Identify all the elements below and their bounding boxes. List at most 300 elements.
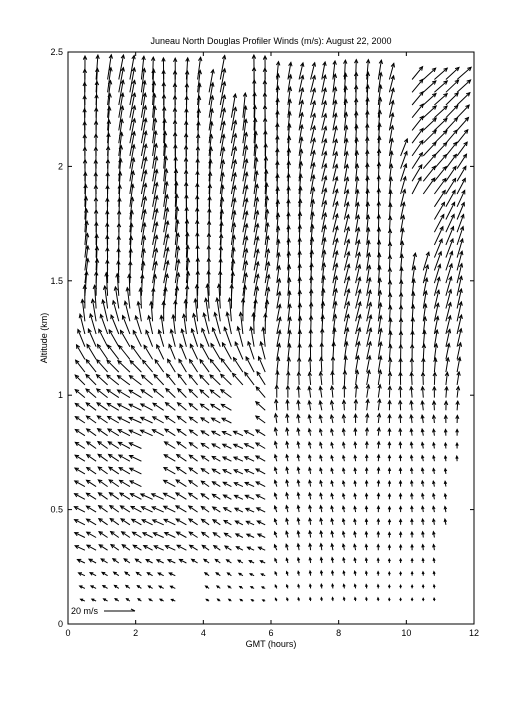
wind-arrow bbox=[86, 360, 96, 373]
wind-arrow bbox=[275, 385, 279, 397]
wind-arrow bbox=[399, 415, 402, 423]
wind-arrow bbox=[309, 518, 312, 525]
wind-arrow bbox=[377, 572, 379, 576]
wind-arrow bbox=[433, 456, 435, 461]
wind-arrow bbox=[110, 506, 119, 512]
wind-arrow bbox=[286, 455, 289, 462]
wind-arrow bbox=[212, 457, 220, 462]
wind-arrow bbox=[257, 508, 266, 512]
wind-arrow bbox=[87, 442, 96, 449]
wind-arrow bbox=[256, 482, 265, 487]
wind-arrow bbox=[189, 417, 197, 423]
wind-arrow bbox=[354, 598, 356, 602]
wind-arrow bbox=[309, 480, 312, 486]
wind-arrow bbox=[109, 330, 119, 347]
wind-arrow bbox=[75, 520, 85, 525]
wind-arrow bbox=[98, 429, 108, 436]
wind-arrow bbox=[240, 599, 243, 601]
wind-arrow bbox=[224, 533, 231, 537]
wind-arrow bbox=[86, 493, 96, 499]
wind-arrow bbox=[446, 93, 458, 105]
wind-arrow bbox=[126, 599, 129, 602]
wind-arrow bbox=[399, 345, 403, 360]
wind-arrow bbox=[276, 357, 279, 372]
wind-arrow bbox=[107, 390, 119, 398]
wind-arrow bbox=[354, 571, 356, 576]
wind-arrow bbox=[433, 558, 435, 563]
wind-arrow bbox=[399, 429, 402, 436]
wind-arrow bbox=[176, 480, 186, 487]
wind-arrow bbox=[276, 371, 280, 385]
wind-arrow bbox=[421, 373, 424, 385]
wind-arrow bbox=[399, 507, 402, 513]
wind-arrow bbox=[286, 558, 288, 563]
wind-arrow bbox=[332, 584, 334, 588]
wind-arrow bbox=[457, 80, 471, 92]
wind-arrow bbox=[399, 386, 403, 397]
wind-arrow bbox=[421, 468, 424, 474]
wind-arrow bbox=[308, 415, 311, 423]
wind-arrow bbox=[274, 455, 277, 462]
wind-arrow bbox=[130, 494, 141, 500]
wind-arrow bbox=[274, 480, 277, 486]
wind-arrow bbox=[388, 401, 391, 411]
wind-arrow bbox=[120, 493, 130, 499]
wind-arrow bbox=[411, 598, 413, 601]
wind-arrow bbox=[367, 370, 371, 385]
wind-arrow bbox=[433, 469, 436, 474]
wind-arrow bbox=[120, 480, 130, 486]
wind-arrow bbox=[153, 403, 164, 410]
wind-arrow bbox=[141, 494, 153, 499]
wind-arrow bbox=[286, 493, 289, 500]
wind-arrow bbox=[286, 480, 289, 487]
wind-arrow bbox=[343, 456, 346, 462]
wind-arrow bbox=[354, 558, 356, 563]
wind-arrow bbox=[223, 444, 232, 448]
wind-arrow bbox=[399, 519, 402, 524]
wind-arrow bbox=[444, 456, 446, 461]
wind-arrow bbox=[365, 519, 368, 525]
wind-arrow bbox=[423, 178, 434, 194]
wind-arrow bbox=[246, 357, 254, 372]
wind-arrow bbox=[214, 546, 221, 551]
wind-arrow bbox=[297, 531, 300, 538]
wind-arrow bbox=[433, 545, 436, 551]
wind-arrow bbox=[309, 571, 311, 576]
wind-arrow bbox=[235, 508, 243, 512]
wind-arrow bbox=[410, 415, 413, 423]
wind-arrow bbox=[215, 559, 220, 563]
wind-arrow bbox=[159, 586, 164, 588]
wind-arrow bbox=[308, 442, 311, 448]
wind-arrow bbox=[343, 386, 347, 398]
wind-arrow bbox=[444, 519, 447, 525]
wind-arrow bbox=[87, 532, 96, 537]
wind-arrow bbox=[354, 584, 356, 588]
wind-arrow bbox=[155, 360, 164, 372]
wind-arrow bbox=[202, 519, 210, 525]
wind-arrow bbox=[222, 418, 231, 423]
wind-arrow bbox=[132, 519, 142, 525]
wind-arrow bbox=[423, 142, 436, 156]
wind-arrow bbox=[76, 360, 85, 372]
wind-arrow bbox=[366, 585, 368, 589]
wind-arrow bbox=[377, 598, 379, 601]
wind-arrow bbox=[87, 429, 97, 436]
wind-arrow bbox=[354, 468, 357, 474]
wind-arrow bbox=[189, 375, 198, 385]
wind-arrow bbox=[378, 399, 382, 410]
wind-arrow bbox=[354, 442, 357, 448]
wind-arrow bbox=[354, 506, 357, 512]
wind-arrow bbox=[129, 376, 141, 385]
wind-arrow bbox=[212, 444, 220, 449]
wind-arrow bbox=[298, 598, 300, 601]
wind-arrow bbox=[342, 494, 345, 500]
wind-arrow bbox=[114, 585, 118, 588]
wind-arrow bbox=[331, 443, 334, 449]
wind-arrow bbox=[164, 506, 176, 512]
wind-arrow bbox=[177, 545, 186, 550]
wind-arrow bbox=[321, 598, 323, 602]
wind-arrow bbox=[233, 373, 243, 385]
wind-arrow bbox=[411, 545, 414, 550]
wind-arrow bbox=[388, 481, 391, 487]
wind-arrow bbox=[354, 428, 357, 435]
wind-arrow bbox=[201, 344, 209, 359]
wind-arrow bbox=[457, 118, 468, 131]
wind-arrow bbox=[169, 573, 175, 576]
wind-arrow bbox=[109, 467, 119, 474]
wind-arrow bbox=[97, 389, 108, 398]
wind-arrow bbox=[366, 385, 370, 398]
wind-arrow bbox=[411, 532, 414, 538]
wind-arrow bbox=[399, 372, 403, 385]
x-tick-label: 0 bbox=[65, 628, 71, 638]
wind-arrow bbox=[433, 387, 437, 398]
wind-arrow bbox=[342, 442, 345, 448]
wind-arrow bbox=[87, 545, 96, 550]
wind-arrow bbox=[410, 345, 414, 360]
wind-arrow bbox=[445, 372, 449, 385]
wind-arrow bbox=[388, 386, 392, 397]
wind-arrow bbox=[81, 599, 85, 601]
wind-arrow bbox=[99, 532, 108, 538]
wind-arrow bbox=[158, 573, 164, 576]
wind-arrow bbox=[256, 387, 265, 398]
wind-arrow bbox=[456, 456, 458, 461]
wind-arrow bbox=[174, 58, 177, 79]
wind-arrow bbox=[421, 387, 425, 398]
wind-arrow bbox=[149, 599, 153, 601]
wind-arrow bbox=[258, 547, 265, 550]
wind-arrow bbox=[377, 506, 380, 512]
wind-arrow bbox=[166, 403, 176, 411]
wind-arrow bbox=[189, 532, 197, 538]
wind-arrow bbox=[434, 81, 447, 92]
wind-arrow bbox=[286, 531, 289, 537]
wind-arrow bbox=[309, 598, 311, 601]
wind-arrow bbox=[96, 55, 99, 79]
wind-arrow bbox=[377, 519, 380, 525]
wind-arrow bbox=[141, 404, 153, 410]
wind-arrow bbox=[320, 481, 323, 487]
wind-arrow bbox=[286, 467, 289, 474]
wind-arrow bbox=[201, 481, 209, 487]
wind-arrow bbox=[111, 545, 119, 551]
wind-arrow bbox=[75, 481, 85, 487]
wind-arrow bbox=[444, 494, 447, 499]
wind-arrow bbox=[225, 546, 232, 550]
wind-arrow bbox=[343, 558, 345, 563]
wind-arrow bbox=[434, 155, 446, 169]
wind-arrow bbox=[433, 373, 437, 385]
wind-arrow bbox=[275, 598, 277, 601]
scale-key bbox=[71, 606, 135, 616]
wind-arrow bbox=[421, 443, 424, 449]
wind-arrow bbox=[433, 429, 436, 436]
wind-arrow bbox=[248, 342, 254, 360]
wind-arrow bbox=[263, 56, 267, 80]
wind-arrow bbox=[256, 469, 265, 474]
wind-arrow bbox=[365, 455, 368, 461]
wind-arrow bbox=[308, 387, 312, 398]
wind-arrow bbox=[165, 416, 175, 423]
wind-arrow bbox=[125, 572, 130, 576]
wind-arrow bbox=[164, 455, 175, 462]
wind-arrow bbox=[98, 467, 107, 474]
wind-arrow bbox=[388, 442, 391, 448]
wind-arrow bbox=[129, 417, 141, 423]
wind-arrow bbox=[86, 389, 96, 398]
wind-arrow bbox=[141, 507, 152, 512]
wind-arrow bbox=[421, 456, 424, 462]
wind-arrow bbox=[202, 532, 209, 537]
wind-arrow bbox=[236, 547, 243, 551]
wind-arrow bbox=[377, 532, 380, 538]
wind-arrow bbox=[136, 572, 141, 575]
wind-arrow bbox=[189, 480, 198, 486]
wind-arrow bbox=[223, 470, 231, 474]
wind-arrow bbox=[331, 481, 334, 487]
wind-arrow bbox=[388, 494, 391, 499]
wind-arrow bbox=[422, 585, 424, 588]
wind-arrow bbox=[239, 573, 243, 575]
wind-arrow bbox=[179, 359, 187, 372]
wind-arrow bbox=[388, 520, 391, 525]
wind-arrow bbox=[157, 560, 164, 563]
wind-arrow bbox=[297, 480, 300, 487]
wind-arrow bbox=[445, 387, 449, 398]
wind-arrow bbox=[75, 430, 85, 436]
wind-arrow bbox=[423, 118, 436, 130]
wind-arrow bbox=[286, 585, 288, 589]
wind-arrow bbox=[377, 493, 380, 499]
wind-arrow bbox=[331, 468, 334, 474]
wind-arrow bbox=[246, 508, 254, 512]
wind-arrow bbox=[126, 585, 130, 588]
wind-arrow bbox=[320, 455, 323, 461]
wind-arrow bbox=[388, 455, 391, 461]
wind-arrow bbox=[153, 520, 164, 525]
wind-arrow bbox=[256, 456, 265, 461]
wind-arrow bbox=[308, 401, 312, 411]
wind-arrow bbox=[141, 430, 153, 436]
wind-arrow bbox=[421, 415, 424, 423]
wind-arrow bbox=[223, 482, 231, 486]
wind-arrow bbox=[411, 519, 414, 525]
wind-arrow bbox=[286, 519, 289, 525]
wind-arrow bbox=[189, 443, 197, 449]
wind-arrow bbox=[178, 374, 186, 385]
wind-arrow bbox=[319, 415, 322, 423]
wind-arrow bbox=[227, 560, 232, 563]
wind-arrow bbox=[432, 415, 435, 423]
wind-arrow bbox=[389, 345, 393, 360]
wind-arrow bbox=[411, 585, 413, 588]
wind-arrow bbox=[200, 360, 209, 373]
wind-arrow bbox=[236, 534, 243, 538]
wind-arrow bbox=[98, 442, 108, 449]
wind-arrow bbox=[152, 507, 164, 512]
wind-arrow bbox=[320, 558, 323, 563]
wind-arrow bbox=[320, 493, 323, 499]
wind-arrow bbox=[98, 480, 107, 487]
wind-arrow bbox=[444, 415, 447, 423]
wind-arrow bbox=[377, 428, 380, 436]
wind-arrow bbox=[192, 559, 198, 563]
wind-arrow bbox=[378, 370, 381, 385]
wind-arrow bbox=[135, 316, 141, 334]
y-tick-label: 0.5 bbox=[50, 504, 63, 515]
wind-arrow bbox=[275, 572, 277, 576]
wind-arrow bbox=[257, 372, 265, 385]
wind-arrow bbox=[131, 346, 141, 360]
wind-arrow bbox=[227, 573, 231, 576]
wind-arrow bbox=[423, 106, 436, 118]
wind-arrow bbox=[148, 316, 153, 334]
wind-arrow bbox=[354, 414, 358, 423]
wind-arrow bbox=[143, 360, 153, 372]
wind-arrow bbox=[355, 370, 359, 385]
wind-arrow bbox=[444, 401, 448, 410]
wind-arrow bbox=[297, 467, 300, 474]
wind-arrow bbox=[456, 401, 460, 410]
wind-arrow bbox=[213, 520, 220, 525]
wind-arrow bbox=[165, 442, 176, 449]
wind-arrow bbox=[235, 495, 243, 499]
wind-arrow bbox=[434, 131, 447, 144]
wind-arrow bbox=[154, 546, 164, 550]
wind-arrow bbox=[354, 481, 357, 487]
wind-arrow bbox=[366, 598, 368, 601]
wind-arrow bbox=[297, 544, 300, 550]
wind-arrow bbox=[108, 416, 119, 423]
x-tick-label: 6 bbox=[268, 628, 274, 638]
wind-arrow bbox=[331, 531, 334, 537]
wind-arrow bbox=[410, 401, 414, 411]
wind-arrow bbox=[399, 532, 402, 537]
wind-arrow bbox=[377, 481, 380, 487]
x-tick-label: 8 bbox=[336, 628, 342, 638]
wind-arrow bbox=[157, 345, 164, 360]
wind-arrow bbox=[410, 372, 414, 385]
wind-arrow bbox=[83, 285, 87, 308]
wind-arrow bbox=[247, 547, 254, 550]
wind-arrow bbox=[274, 493, 277, 499]
wind-arrow bbox=[354, 400, 358, 411]
wind-arrow bbox=[234, 483, 243, 487]
wind-arrow bbox=[411, 572, 413, 576]
wind-arrow bbox=[95, 259, 99, 283]
wind-arrow bbox=[235, 342, 243, 359]
wind-arrow bbox=[204, 559, 209, 563]
wind-arrow bbox=[342, 519, 345, 525]
wind-arrow bbox=[251, 600, 254, 602]
wind-arrow bbox=[422, 506, 425, 512]
wind-arrow bbox=[256, 416, 265, 423]
wind-arrow bbox=[457, 93, 470, 105]
wind-arrow bbox=[124, 559, 130, 563]
wind-arrow bbox=[153, 389, 163, 398]
wind-arrow bbox=[129, 390, 141, 397]
wind-arrow bbox=[434, 143, 446, 156]
wind-arrow bbox=[422, 344, 426, 359]
wind-arrow bbox=[109, 454, 119, 461]
wind-arrow bbox=[97, 416, 107, 423]
wind-arrow bbox=[148, 586, 152, 589]
wind-arrow bbox=[444, 469, 447, 474]
wind-arrow bbox=[297, 358, 301, 372]
wind-arrow bbox=[343, 584, 345, 588]
wind-arrow bbox=[99, 545, 107, 550]
wind-arrow bbox=[274, 468, 277, 474]
wind-arrow bbox=[331, 506, 334, 512]
wind-arrow bbox=[444, 429, 447, 435]
wind-arrow bbox=[412, 79, 423, 92]
wind-arrow bbox=[365, 428, 368, 436]
wind-arrow bbox=[171, 599, 175, 601]
x-tick-label: 10 bbox=[401, 628, 412, 638]
wind-arrow bbox=[354, 532, 357, 538]
scale-label: 20 m/s bbox=[71, 606, 99, 616]
wind-arrow bbox=[115, 599, 119, 602]
wind-arrow bbox=[221, 374, 232, 385]
wind-arrow bbox=[410, 442, 413, 448]
wind-arrow bbox=[309, 558, 312, 563]
wind-arrow bbox=[421, 481, 424, 487]
wind-arrow bbox=[154, 375, 164, 385]
wind-arrow bbox=[411, 559, 413, 563]
wind-arrow bbox=[432, 401, 435, 410]
wind-arrow bbox=[119, 346, 130, 360]
wind-arrow bbox=[275, 400, 279, 411]
wind-arrow bbox=[331, 571, 333, 576]
wind-arrow bbox=[399, 481, 402, 487]
wind-arrow bbox=[331, 456, 334, 462]
wind-arrow bbox=[274, 428, 277, 436]
wind-arrow bbox=[410, 429, 413, 436]
wind-arrow bbox=[75, 403, 85, 410]
wind-arrow bbox=[200, 375, 209, 385]
wind-arrow bbox=[189, 468, 198, 474]
wind-arrow bbox=[201, 456, 209, 461]
wind-arrow bbox=[249, 561, 254, 563]
wind-arrow bbox=[446, 105, 458, 117]
wind-arrow bbox=[250, 574, 254, 576]
wind-arrow bbox=[97, 360, 108, 372]
